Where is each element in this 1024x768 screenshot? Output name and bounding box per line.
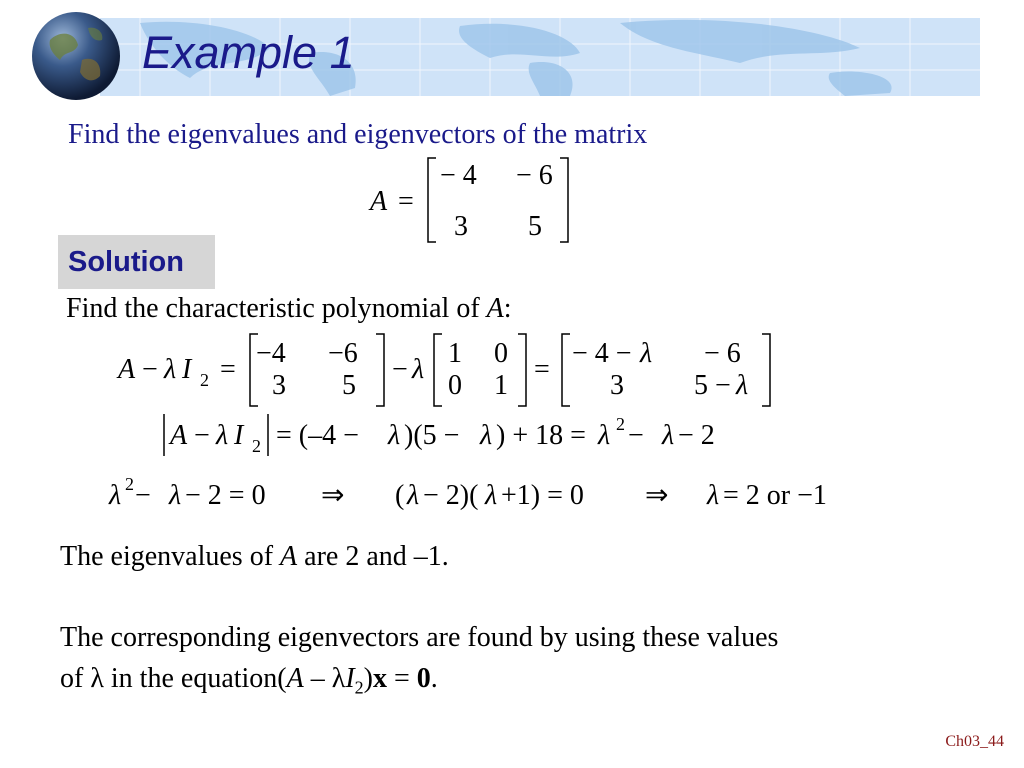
matrix-cell: −6 — [328, 338, 358, 369]
factor-open-paren: ( — [395, 480, 405, 511]
eq-text: – — [303, 663, 332, 694]
matrix-cell: 5 — [342, 370, 356, 401]
factor-term: − 2)( — [423, 480, 479, 511]
minus-sign: − — [194, 420, 210, 451]
identity-i: I — [234, 420, 244, 451]
equals-sign: = — [398, 186, 414, 217]
superscript-2: 2 — [616, 414, 625, 434]
vector-x: x — [372, 663, 387, 694]
right-bracket — [762, 334, 770, 406]
eq-text: . — [430, 663, 438, 694]
lambda: λ — [412, 354, 425, 385]
eq-text: of — [60, 663, 91, 694]
quadratic-term: − 2 = 0 — [185, 480, 266, 511]
subscript-2: 2 — [354, 677, 364, 698]
implies-arrow: ⇒ — [645, 480, 669, 511]
lambda: λ — [216, 420, 229, 451]
subscript-2: 2 — [252, 436, 261, 456]
eq-text: = — [386, 663, 417, 694]
matrix-cell: 1 — [494, 370, 508, 401]
equals-sign: = — [220, 354, 236, 385]
quadratic-solution-equation — [105, 470, 865, 520]
zero-vector: 0 — [416, 663, 431, 694]
lambda: λ — [480, 420, 493, 451]
roots-result: = 2 or −1 — [723, 480, 827, 511]
lambda: λ — [707, 480, 720, 511]
left-bracket — [562, 334, 570, 406]
lambda: λ — [598, 420, 611, 451]
slide-number: Ch03_44 — [945, 733, 1004, 750]
matrix-cell: − 6 — [704, 338, 741, 369]
intro-var: A — [486, 293, 504, 324]
problem-statement: Find the eigenvalues and eigenvectors of the matrix — [68, 119, 648, 150]
subscript-2: 2 — [200, 370, 209, 390]
right-bracket — [560, 158, 568, 242]
matrix-cell: − 4 − — [572, 338, 632, 369]
var-a: A — [170, 420, 188, 451]
determinant-expansion: ) + 18 = — [496, 420, 586, 451]
matrix-cell: 1 — [448, 338, 462, 369]
lambda: λ — [407, 480, 420, 511]
eigenvalues-var: A — [280, 541, 298, 572]
lambda: λ — [169, 480, 182, 511]
matrix-cell: 0 — [494, 338, 508, 369]
lambda: λ — [662, 420, 675, 451]
superscript-2: 2 — [125, 474, 134, 494]
implies-arrow: ⇒ — [321, 480, 345, 511]
quadratic-term: − — [135, 480, 151, 511]
lambda: λ — [485, 480, 498, 511]
solution-label: Solution — [58, 235, 215, 289]
matrix-a-cell: 3 — [454, 211, 468, 242]
right-bracket — [376, 334, 384, 406]
matrix-a-cell: − 6 — [516, 160, 553, 191]
lambda: λ — [331, 663, 346, 694]
intro-text: Find the characteristic polynomial of — [66, 293, 487, 324]
minus-sign: − — [142, 354, 158, 385]
matrix-subtraction-equation — [110, 330, 800, 410]
matrix-a-cell: 5 — [528, 211, 542, 242]
eq-text: in the equation( — [103, 663, 287, 694]
eigenvectors-statement-line2 — [60, 665, 438, 697]
var-a: A — [286, 663, 304, 694]
identity-i: I — [182, 354, 192, 385]
determinant-equation — [150, 410, 770, 460]
eigenvalues-values: are 2 and –1. — [297, 541, 449, 572]
matrix-cell: 3 — [272, 370, 286, 401]
globe-icon — [30, 10, 122, 102]
slide-title: Example 1 — [142, 27, 355, 78]
matrix-cell: 5 − — [694, 370, 731, 401]
lambda: λ — [388, 420, 401, 451]
eigenvectors-statement-line1: The corresponding eigenvectors are found by using these values — [60, 622, 779, 653]
identity-i: I — [345, 663, 355, 694]
left-bracket — [428, 158, 436, 242]
eq-text: ) — [363, 663, 373, 694]
right-bracket — [518, 334, 526, 406]
intro-colon: : — [503, 293, 512, 324]
matrix-cell-lambda: λ — [640, 338, 653, 369]
var-a: A — [118, 354, 136, 385]
factor-term: +1) = 0 — [501, 480, 584, 511]
eigenvalues-statement — [60, 543, 449, 571]
matrix-a-lhs: A — [370, 186, 388, 217]
left-bracket — [434, 334, 442, 406]
lambda: λ — [164, 354, 177, 385]
determinant-expansion: − — [628, 420, 644, 451]
matrix-a-equation — [360, 150, 600, 250]
determinant-expansion: − 2 — [678, 420, 715, 451]
minus-sign: − — [392, 354, 408, 385]
matrix-cell: 3 — [610, 370, 624, 401]
lambda: λ — [90, 663, 104, 694]
matrix-a-cell: − 4 — [440, 160, 477, 191]
matrix-cell: 0 — [448, 370, 462, 401]
char-poly-intro — [66, 295, 512, 323]
determinant-expansion: = (–4 − — [276, 420, 359, 451]
determinant-expansion: )(5 − — [404, 420, 460, 451]
lambda: λ — [109, 480, 122, 511]
matrix-cell-lambda: λ — [736, 370, 749, 401]
equals-sign: = — [534, 354, 550, 385]
eigenvalues-text: The eigenvalues of — [60, 541, 281, 572]
matrix-cell: −4 — [256, 338, 286, 369]
